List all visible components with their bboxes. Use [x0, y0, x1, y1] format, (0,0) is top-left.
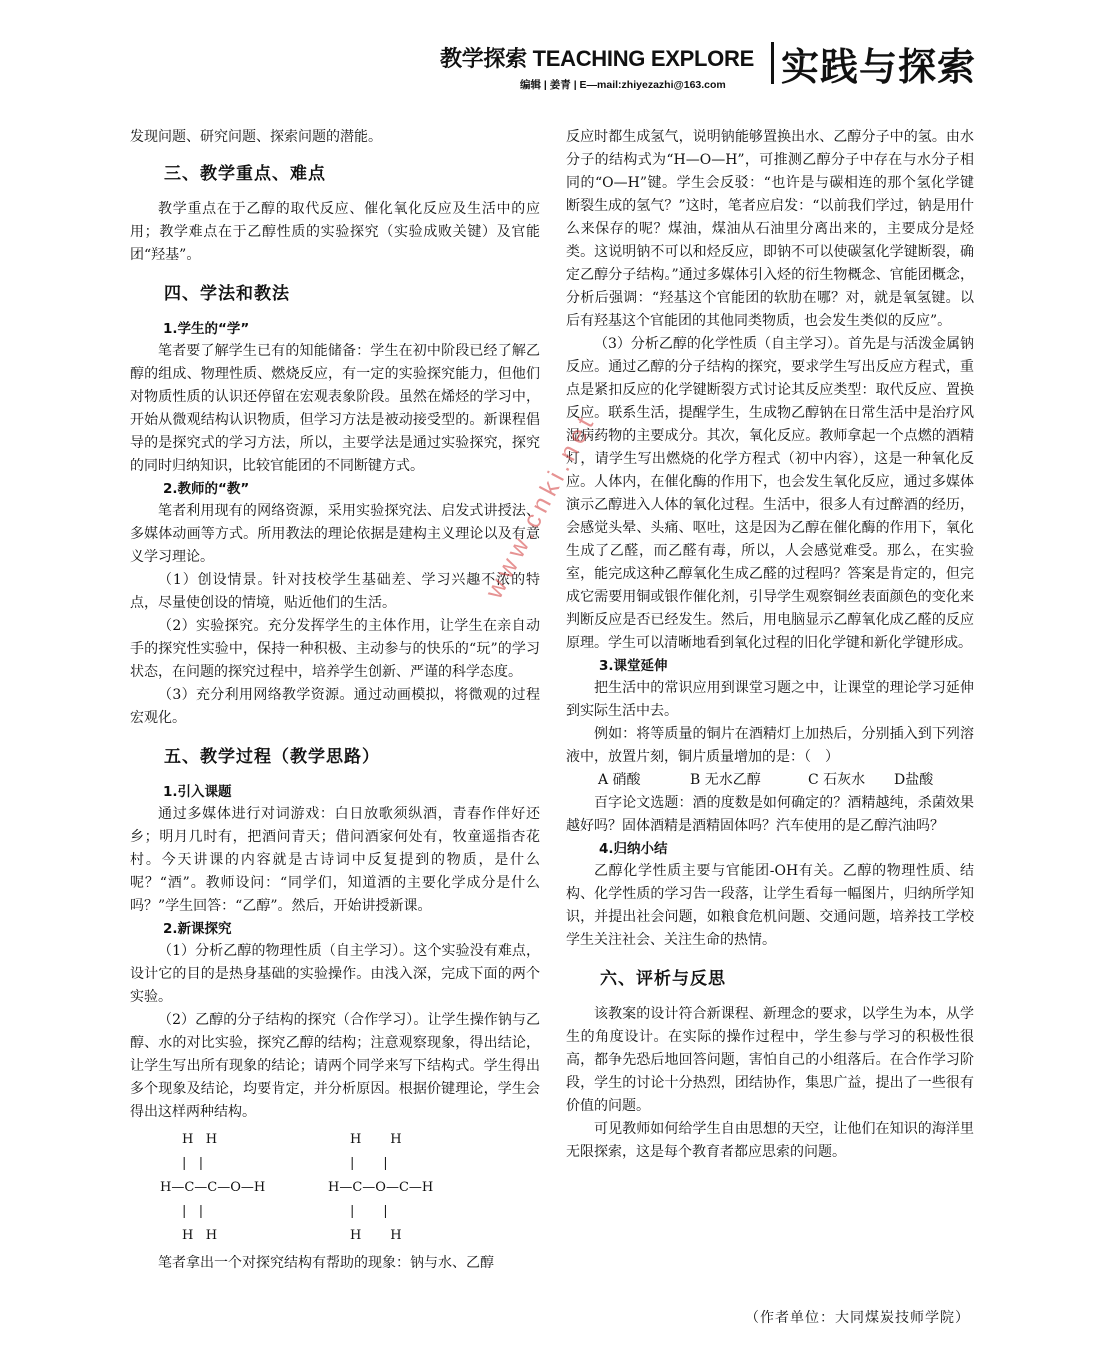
paragraph: 笔者拿出一个对探究结构有帮助的现象：钠与水、乙醇 [158, 1255, 494, 1271]
struct-b-top: H H [350, 1132, 402, 1147]
watermark: www.cnki.net [480, 408, 602, 604]
struct-a-bond2: | | [182, 1204, 204, 1219]
heading-s6: 六、评析与反思 [600, 969, 726, 989]
left-column [130, 126, 540, 1275]
struct-b-main: H—C—O—C—H [328, 1180, 434, 1195]
answer-options [566, 769, 974, 792]
paragraph: 百字论文选题：酒的度数是如何确定的？酒精越纯，杀菌效果越好吗？固体酒精是酒精固体吗？汽车使用的是乙醇汽油吗？ [566, 795, 974, 834]
subheading: 2.新课探究 [163, 921, 232, 937]
struct-a-bond: | | [182, 1156, 204, 1171]
option-b: B 无水乙醇 [690, 772, 761, 788]
paragraph: 可见教师如何给学生自由思想的天空，让他们在知识的海洋里无限探索，这是每个教育者都应思索的问题。 [566, 1121, 974, 1160]
struct-b-bottom: H H [350, 1228, 402, 1243]
paragraph: （1）分析乙醇的物理性质（自主学习）。这个实验没有难点，设计它的目的是热身基础的实验操作。由浅入深，完成下面的两个实验。 [130, 943, 540, 1005]
heading-s4: 四、学法和教法 [164, 284, 290, 304]
heading-s3: 三、教学重点、难点 [164, 164, 326, 184]
paragraph: 乙醇化学性质主要与官能团-OH有关。乙醇的物理性质、结构、化学性质的学习告一段落，让学生看每一幅图片，归纳所学知识，并提出社会问题，如粮食危机问题、交通问题，培养技工学校学生关注社会、关注生命的热情。 [566, 863, 974, 948]
journal-header [440, 42, 766, 92]
paragraph-continued: 反应时都生成氢气，说明钠能够置换出水、乙醇分子中的氢。由水分子的结构式为“H—O—H”，可推测乙醇分子中存在与水分子相同的“O—H”键。学生会反驳：“也许是与碳相连的那个氢化学键断裂生成的氢气？”这时，笔者应启发：“以前我们学过，钠是用什么来保存的呢？煤油，煤油从石油里分离出来的，主要成分是烃类。这说明钠不可以和烃反应，即钠不可以使碳氢化学键断裂，确定乙醇分子结构。”通过多媒体引入烃的衍生物概念、官能团概念，分析后强调：“羟基这个官能团的软肋在哪？对，就是氧氢键。以后有羟基这个官能团的其他同类物质，也会发生类似的反应”。 [566, 129, 974, 329]
author-affiliation: （作者单位：大同煤炭技师学院） [745, 1310, 970, 1326]
right-column [566, 126, 974, 1164]
struct-a-main: H—C—C—O—H [160, 1180, 266, 1195]
option-d: D盐酸 [894, 772, 934, 788]
section-title: 实践与探索 [781, 44, 977, 89]
paragraph: （3）充分利用网络教学资源。通过动画模拟，将微观的过程宏观化。 [130, 687, 540, 726]
editor-info: 编辑 | 姜青 | E—mail:zhiyezazhi@163.com [520, 79, 726, 91]
heading-s5: 五、教学过程（教学思路） [164, 747, 380, 767]
paragraph: （2）乙醇的分子结构的探究（合作学习）。让学生操作钠与乙醇、水的对比实验，探究乙醇的结构；注意观察现象，得出结论，让学生写出所有现象的结论；请两个同学来写下结构式。学生得出多个现象及结论，均要肯定，并分析原因。根据价键理论，学生会得出这样两种结构。 [130, 1012, 540, 1120]
subheading: 3.课堂延伸 [599, 658, 668, 674]
paragraph: （1）创设情景。针对技校学生基础差、学习兴趣不浓的特点，尽量使创设的情境，贴近他们的生活。 [130, 572, 540, 611]
subheading: 4.归纳小结 [599, 841, 668, 857]
subheading: 2.教师的“教” [163, 481, 250, 497]
header-divider [771, 42, 774, 84]
paragraph: 把生活中的常识应用到课堂习题之中，让课堂的理论学习延伸到实际生活中去。 [566, 680, 974, 719]
paragraph: 该教案的设计符合新课程、新理念的要求，以学生为本，从学生的角度设计。在实际的操作过程中，学生参与学习的积极性很高，都争先恐后地回答问题，害怕自己的小组落后。在合作学习阶段，学生的讨论十分热烈，团结协作，集思广益，提出了一些很有价值的问题。 [566, 1006, 974, 1114]
subheading: 1.引入课题 [163, 784, 232, 800]
intro-text: 发现问题、研究问题、探索问题的潜能。 [130, 129, 382, 145]
struct-b-bond: | | [350, 1156, 388, 1171]
option-a: A 硝酸 [598, 772, 641, 788]
subheading: 1.学生的“学” [163, 321, 250, 337]
structural-formulas [130, 1126, 540, 1248]
paragraph: 通过多媒体进行对词游戏：白日放歌须纵酒，青春作伴好还乡；明月几时有，把酒问青天；借问酒家何处有，牧童遥指杏花村。今天讲课的内容就是古诗词中反复提到的物质，是什么呢？“酒”。教师设问：“同学们，知道酒的主要化学成分是什么吗？”学生回答：“乙醇”。然后，开始讲授新课。 [130, 806, 540, 914]
paragraph: 笔者要了解学生已有的知能储备：学生在初中阶段已经了解乙醇的组成、物理性质、燃烧反应，有一定的实验探究能力，但他们对物质性质的认识还停留在宏观表象阶段。虽然在烯烃的学习中，开始从微观结构认识物质，但学习方法是被动接受型的。新课程倡导的是探究式的学习方法，所以，主要学法是通过实验探究，探究的同时归纳知识，比较官能团的不同断键方式。 [130, 343, 540, 474]
paragraph: 例如：将等质量的铜片在酒精灯上加热后，分别插入到下列溶液中，放置片刻，铜片质量增加的是：（ ） [566, 726, 974, 765]
paragraph: （2）实验探究。充分发挥学生的主体作用，让学生在亲自动手的探究性实验中，保持一种积极、主动参与的快乐的“玩”的学习状态，在问题的探究过程中，培养学生创新、严谨的科学态度。 [130, 618, 540, 680]
paragraph: （3）分析乙醇的化学性质（自主学习）。首先是与活泼金属钠反应。通过乙醇的分子结构的探究，要求学生写出反应方程式，重点是紧扣反应的化学键断裂方式讨论其反应类型：取代反应、置换反应。联系生活，提醒学生，生成物乙醇钠在日常生活中是治疗风湿病药物的主要成分。其次，氧化反应。教师拿起一个点燃的酒精灯，请学生写出燃烧的化学方程式（初中内容），这是一种氧化反应。人体内，在催化酶的作用下，也会发生氧化反应，通过多媒体演示乙醇进入人体的氧化过程。生活中，很多人有过醉酒的经历，会感觉头晕、头痛、呕吐，这是因为乙醇在催化酶的作用下，氧化生成了乙醛，而乙醛有毒，所以，人会感觉难受。那么，在实验室，能完成这种乙醇氧化生成乙醛的过程吗？答案是肯定的，但完成它需要用铜或银作催化剂，引导学生观察铜丝表面颜色的变化来判断反应是否已经发生。然后，用电脑显示乙醇氧化成乙醛的反应原理。学生可以清晰地看到氧化过程的旧化学键和新化学键形成。 [566, 336, 974, 651]
paragraph: 教学重点在于乙醇的取代反应、催化氧化反应及生活中的应用；教学难点在于乙醇性质的实验探究（实验成败关键）及官能团“羟基”。 [130, 201, 540, 263]
struct-a-top: H H [182, 1132, 218, 1147]
journal-title: 教学探索 TEACHING EXPLORE [440, 46, 754, 71]
option-c: C 石灰水 [808, 772, 866, 788]
struct-a-bottom: H H [182, 1228, 218, 1243]
struct-b-bond2: | | [350, 1204, 388, 1219]
paragraph: 笔者利用现有的网络资源，采用实验探究法、启发式讲授法、多媒体动画等方式。所用教法的理论依据是建构主义理论以及有意义学习理论。 [130, 503, 540, 565]
